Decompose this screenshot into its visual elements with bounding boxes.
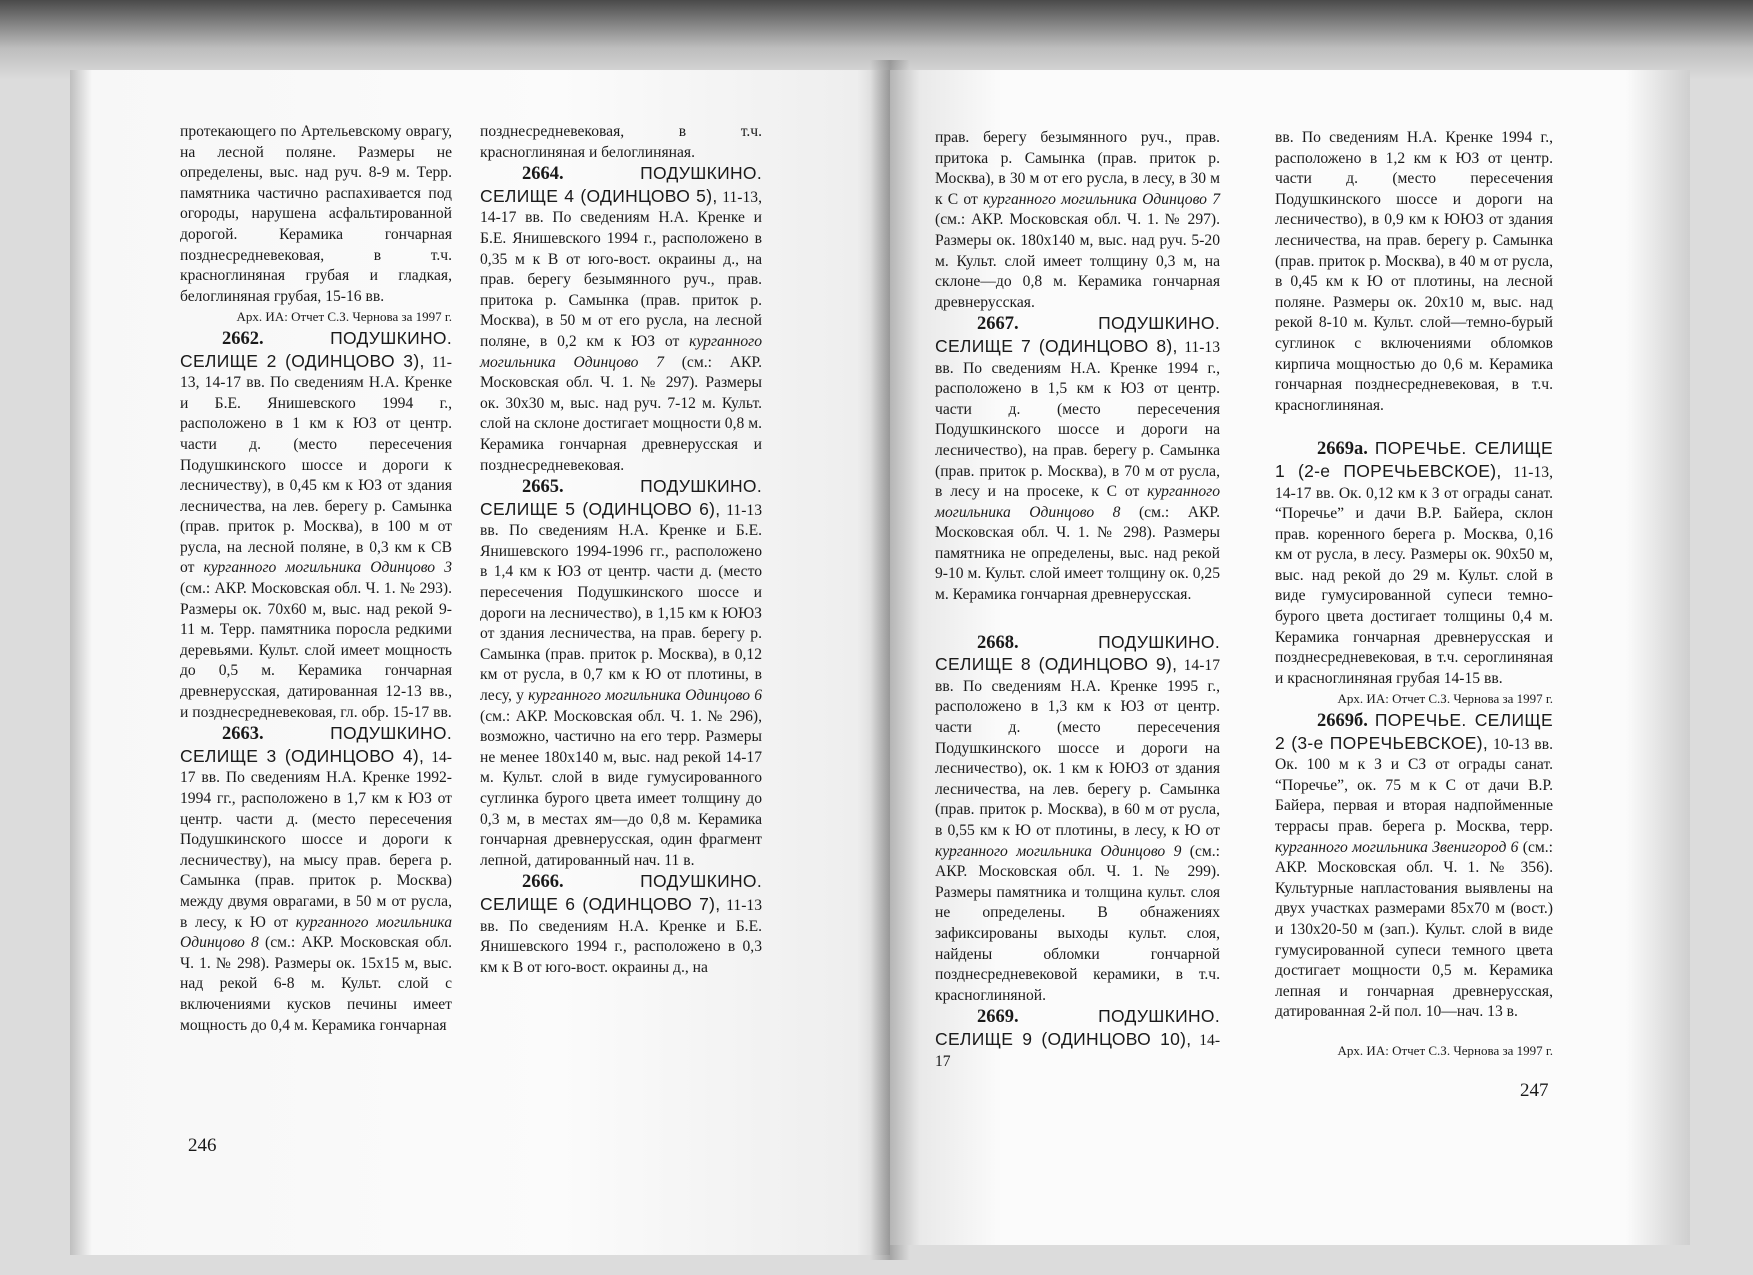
entry-2663: [180, 723, 452, 1036]
entry-2669a: [1275, 438, 1553, 689]
entry-title: ПОДУШКИНО. СЕЛИЩЕ 2 (ОДИНЦОВО 3),: [180, 327, 452, 371]
archive-reference: Арх. ИА: Отчет С.З. Чернова за 1997 г.: [1337, 691, 1553, 707]
text-paragraph: позднесредневековая, в т.ч. красноглиняная и белоглиняная.: [480, 123, 762, 161]
entry-2664: [480, 163, 762, 476]
text-paragraph: протекающего по Артельевскому оврагу, на лесной поляне. Размеры не определены, выс. над руч. 8-9 м. Терр. памятника частично распахивается под огороды, нарушена асфальтированной дорогой. Керамика гончарная позднесредневековая, в т.ч. красноглиняная грубая и гладкая, белоглиняная грубая, 15-16 вв.: [180, 123, 452, 305]
text-paragraph: вв. По сведениям Н.А. Кренке 1994 г., расположено в 1,2 км к ЮЗ от центр. части д. (место пересечения Подушкинского шоссе и дороги на лесничество), в 0,9 км к ЮЮЗ от здания лесничества, на прав. берегу р. Самынка (прав. приток р. Москва), в 40 м от русла, в 0,45 км к Ю от плотины, на лесной поляне. Размеры ок. 20х10 м, выс. над рекой 8-10 м. Культ. слой—темно-бурый суглинок с включениями обломков кирпича мощностью до 0,6 м. Керамика гончарная позднесредневековая, в т.ч. красноглиняная.: [1275, 129, 1553, 414]
entry-text: (см.: АКР. Московская обл. Ч. 1. № 293). Размеры ок. 70х60 м, выс. над рекой 9-11 м. Терр. памятника поросла редкими деревьями. Культ. слой имеет мощность до 0,5 м. Керамика гончарная древнерусская, датированная 12-13 вв., и позднесредневековая, гл. обр. 15-17 вв.: [180, 580, 452, 721]
entry-text: 11-13, 14-17 вв. Ок. 0,12 км к З от ограды санат. “Поречье” и дачи В.Р. Байера, склон прав. коренного берега р. Москва, 0,16 км от русла, в лесу. Размеры ок. 90х50 м, выс. над рекой до 29 м. Культ. слой в виде гумусированной супеси темно-бурого цвета достигает толщины 0,4 м. Керамика гончарная древнерусская и позднесредневековая, в т.ч. сероглиняная и красноглиняная грубая 14-15 вв.: [1275, 463, 1553, 687]
entry-number: 2669.: [977, 1007, 1019, 1028]
entry-number: 2665.: [522, 477, 564, 498]
entry-2669b: [1275, 710, 1553, 1023]
left-page: [70, 70, 890, 1255]
entry-number: 2668.: [977, 632, 1019, 653]
entry-italic-ref: курганного могильника Одинцово 7: [480, 332, 762, 371]
entry-italic-ref: курганного могильника Одинцово 8: [935, 483, 1220, 521]
archive-reference: Арх. ИА: Отчет С.З. Чернова за 1997 г.: [1337, 1042, 1553, 1058]
right-page-column-1: [935, 128, 1220, 1072]
entry-text: 11-13, 14-17 вв. По сведениям Н.А. Кренке и Б.Е. Янишевского 1994 г., расположено в 0,35 м к В от юго-вост. окраины д., на прав. берегу безымянного руч., прав. притока р. Самынка (прав. приток р. Москва), в 50 м от его русла, на лесной поляне, в 0,2 км к ЮЗ от: [480, 188, 762, 350]
entry-text: (см.: АКР. Московская обл. Ч. 1. № 296), возможно, частично на его терр. Размеры не менее 180х140 м, выс. над рекой 14-17 м. Культ. слой в виде гумусированного суглинка бурого цвета имеет толщину до 0,3 м, в местах ям—до 0,8 м. Керамика гончарная древнерусская, один фрагмент лепной, датированный нач. 11 в.: [480, 707, 762, 869]
archive-reference: Арх. ИА: Отчет С.З. Чернова за 1997 г.: [236, 309, 452, 325]
entry-text: 10-13 вв. Ок. 100 м к З и СЗ от ограды санат. “Поречье”, ок. 75 м к С от дачи В.Р. Байера, первая и вторая надпойменные террасы прав. берега р. Москва, терр.: [1275, 735, 1553, 835]
entry-text: (см.: АКР. Московская обл. Ч. 1. № 297). Размеры ок. 30х30 м, выс. над руч. 7-12 м. Культ. слой на склоне достигает мощности 0,8 м. Керамика гончарная древнерусская и позднесредневековая.: [480, 353, 763, 474]
entry-title: ПОДУШКИНО. СЕЛИЩЕ 5 (ОДИНЦОВО 6),: [480, 476, 762, 519]
entry-italic-ref: курганного могильника Звенигород 6: [1275, 838, 1519, 856]
entry-number: 2663.: [222, 724, 264, 745]
entry-text: 11-13 вв. По сведениям Н.А. Кренке 1994 г., расположено в 1,5 км к ЮЗ от центр. части д. (место пересечения Подушкинского шоссе и дороги на лесничество), на прав. берегу р. Самынка (прав. приток р. Москва), в 70 м от русла, в лесу и на просеке, к С от: [935, 338, 1220, 501]
entry-title: ПОДУШКИНО. СЕЛИЩЕ 4 (ОДИНЦОВО 5),: [480, 163, 762, 206]
entry-title: ПОРЕЧЬЕ. СЕЛИЩЕ 2 (3-е ПОРЕЧЬЕВСКОЕ),: [1275, 710, 1553, 753]
entry-text: (см.: АКР. Московская обл. Ч. 1. № 299). Размеры памятника и толщина культ. слоя не определены. В обнажениях зафиксированы выходы культ. слоя, найдены обломки гончарной позднесредневековой керамики, в т.ч. красноглиняной.: [935, 842, 1220, 1004]
entry-text: (см.: АКР. Московская обл. Ч. 1. № 298). Размеры памятника не определены, выс. над рекой 9-10 м. Культ. слой имеет толщину ок. 0,25 м. Керамика гончарная древнерусская.: [935, 503, 1221, 604]
entry-2665: [480, 476, 762, 871]
entry-title: ПОДУШКИНО. СЕЛИЩЕ 9 (ОДИНЦОВО 10),: [935, 1006, 1220, 1049]
entry-text: 11-13 вв. По сведениям Н.А. Кренке и Б.Е. Янишевского 1994-1996 гг., расположено в 1,4 км к ЮЗ от центр. части д. (место пересечения Подушкинского шоссе и дороги на лесничество), в 1,15 км к ЮЮЗ от здания лесничества, на прав. берегу р. Самынка (прав. приток р. Москва), в 0,12 км от русла, в 0,7 км к Ю от плотины, в лесу, у: [480, 501, 762, 705]
entry-2666: [480, 871, 762, 978]
page-number: 246: [188, 1135, 217, 1156]
entry-title: ПОДУШКИНО. СЕЛИЩЕ 3 (ОДИНЦОВО 4),: [180, 723, 452, 766]
entry-text: 11-13, 14-17 вв. По сведениям Н.А. Кренке и Б.Е. Янишевского 1994 г., расположено в 1 км к ЮЗ от центр. части д. (место пересечения Подушкинского шоссе и дороги к лесничеству), в 0,45 км к ЮЗ от здания лесничества, на лев. берегу р. Самынка (прав. приток р. Москва), в 100 м от русла, на лесной поляне, в 0,3 км к СВ от: [180, 353, 453, 577]
left-page-column-2: [480, 122, 762, 978]
right-page: [890, 70, 1690, 1245]
left-page-column-1: [180, 122, 452, 1036]
entry-text: (см.: АКР. Московская обл. Ч. 1. № 298). Размеры ок. 15х15 м, выс. над рекой 6-8 м. Культ. слой с включениями кусков печины имеет мощность до 0,4 м. Керамика гончарная: [180, 934, 452, 1034]
entry-italic-ref: курганного могильника Одинцово 7: [983, 190, 1220, 208]
entry-number: 2662.: [222, 328, 264, 349]
entry-title: ПОДУШКИНО. СЕЛИЩЕ 8 (ОДИНЦОВО 9),: [935, 631, 1220, 675]
entry-italic-ref: курганного могильника Одинцово 6: [528, 687, 762, 705]
entry-number: 2669а.: [1317, 439, 1368, 460]
entry-italic-ref: курганного могильника Одинцово 8: [180, 913, 452, 952]
page-number: 247: [1520, 1080, 1549, 1101]
entry-2669: [935, 1006, 1220, 1072]
text-paragraph: [935, 128, 1220, 313]
entry-title: ПОРЕЧЬЕ. СЕЛИЩЕ 1 (2-е ПОРЕЧЬЕВСКОЕ),: [1275, 438, 1553, 481]
entry-text: (см.: АКР. Московская обл. Ч. 1. № 356). Культурные напластования выявлены на двух участках размерами 85х70 м (вост.) и 130х20-50 м (зап.). Культ. слой в виде гумусированной супеси темного цвета достигает мощности 0,5 м. Керамика лепная и гончарная древнерусская, датированная 2-й пол. 10—нач. 13 в.: [1275, 838, 1553, 1021]
entry-2668: [935, 632, 1220, 1007]
entry-title: ПОДУШКИНО. СЕЛИЩЕ 7 (ОДИНЦОВО 8),: [935, 313, 1220, 356]
entry-title: ПОДУШКИНО. СЕЛИЩЕ 6 (ОДИНЦОВО 7),: [480, 871, 762, 914]
right-page-column-2: [1275, 128, 1553, 1062]
entry-text: 14-17: [935, 1031, 1221, 1070]
entry-2662: [180, 328, 452, 723]
entry-italic-ref: курганного могильника Одинцово 9: [935, 842, 1182, 860]
entry-number: 2667.: [977, 314, 1019, 335]
entry-italic-ref: курганного могильника Одинцово 3: [203, 559, 452, 577]
entry-text: 14-17 вв. По сведениям Н.А. Кренке 1995 г., расположено в 1,3 км к ЮЗ от центр. части д. (место пересечения Подушкинского шоссе и дороги на лесничество), ок. 1 км к ЮЮЗ от здания лесничества, на лев. берегу р. Самынка (прав. приток р. Москва), в 60 м от русла, в 0,55 км к Ю от плотины, в лесу, к Ю от: [935, 657, 1220, 839]
entry-text: (см.: АКР. Московская обл. Ч. 1. № 297). Размеры ок. 180х140 м, выс. над руч. 5-20 м. Культ. слой имеет толщину 0,3 м, на склоне—до 0,8 м. Керамика гончарная древнерусская.: [935, 211, 1220, 311]
entry-number: 2664.: [522, 164, 564, 185]
entry-number: 2669б.: [1317, 711, 1368, 732]
entry-text: 14-17 вв. По сведениям Н.А. Кренке 1992-1994 гг., расположено в 1,7 км к ЮЗ от центр. части д. (место пересечения Подушкинского шоссе и дороги к лесничеству), на мысу прав. берега р. Самынка (прав. приток р. Москва) между двумя оврагами, в 50 м от русла, в лесу, к Ю от: [180, 748, 453, 931]
entry-2667: [935, 313, 1220, 605]
entry-number: 2666.: [522, 872, 564, 893]
entry-text: 11-13 вв. По сведениям Н.А. Кренке и Б.Е. Янишевского 1994 г., расположено в 0,3 км к В от юго-вост. окраины д., на: [480, 896, 762, 976]
entry-text: прав. берегу безымянного руч., прав. притока р. Самынка (прав. приток р. Москва), в 30 м от его русла, в лесу, в 30 м к С от: [935, 129, 1220, 208]
